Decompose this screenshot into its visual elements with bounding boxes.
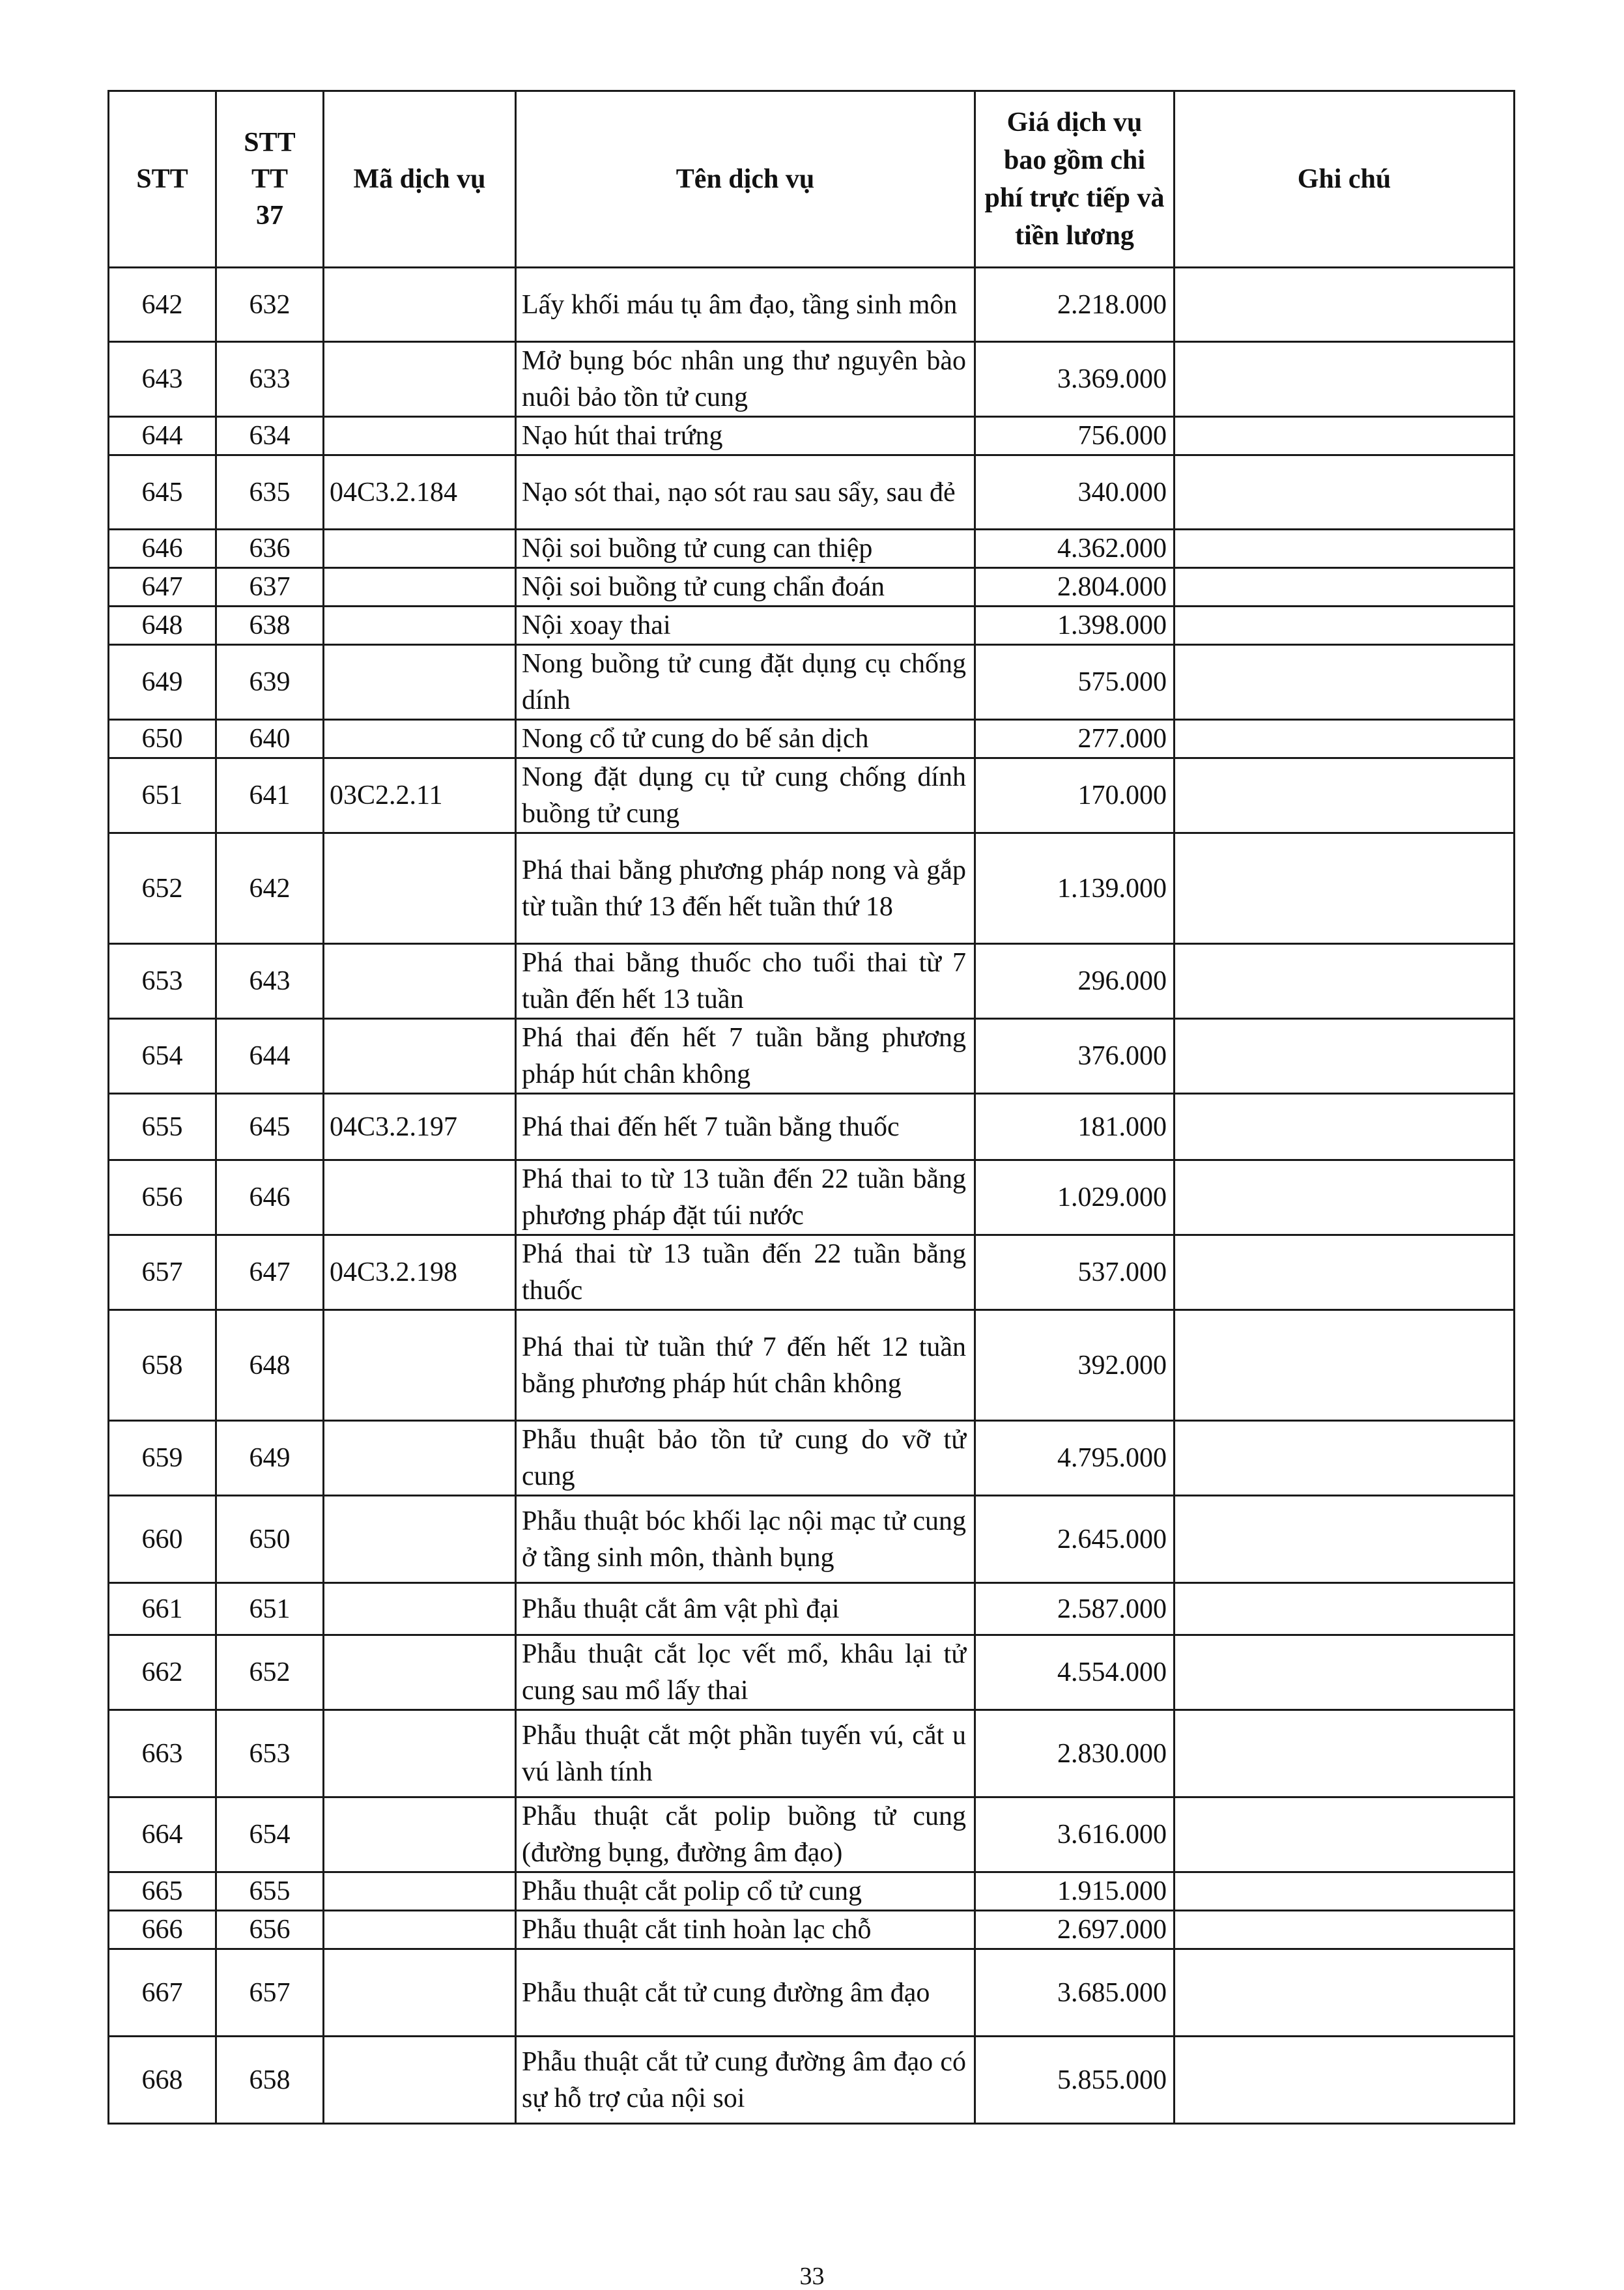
table-row [109,1019,1515,1094]
header-service-name: Tên dịch vụ [516,91,975,268]
row-service-name: Phá thai đến hết 7 tuần bằng thuốc [516,1094,975,1160]
row-service-price: 2.218.000 [975,268,1175,342]
row-stt-tt37: 644 [216,1019,324,1094]
header-service-code: Mã dịch vụ [324,91,516,268]
row-service-price: 1.398.000 [975,607,1175,645]
row-stt: 656 [109,1160,216,1235]
table-body [109,268,1515,2124]
row-notes [1175,645,1515,720]
row-service-code [324,1019,516,1094]
row-service-price: 575.000 [975,645,1175,720]
row-service-code [324,2037,516,2124]
row-stt-tt37: 654 [216,1797,324,1872]
row-stt: 649 [109,645,216,720]
row-service-price: 2.804.000 [975,568,1175,607]
row-service-name: Phẫu thuật cắt tử cung đường âm đạo có sự hỗ trợ của nội soi [516,2037,975,2124]
row-stt-tt37: 632 [216,268,324,342]
row-stt: 658 [109,1310,216,1421]
row-service-code [324,268,516,342]
table-row [109,720,1515,758]
row-stt-tt37: 648 [216,1310,324,1421]
row-notes [1175,1094,1515,1160]
row-stt-tt37: 641 [216,758,324,833]
row-stt: 644 [109,417,216,455]
row-service-name: Nong buồng tử cung đặt dụng cụ chống dính [516,645,975,720]
row-service-code [324,1310,516,1421]
table-row [109,342,1515,417]
row-service-price: 2.697.000 [975,1911,1175,1949]
row-notes [1175,2037,1515,2124]
row-service-price: 4.795.000 [975,1421,1175,1496]
row-service-price: 756.000 [975,417,1175,455]
table-row [109,1911,1515,1949]
row-service-price: 1.029.000 [975,1160,1175,1235]
row-service-name: Phá thai từ 13 tuần đến 22 tuần bằng thuốc [516,1235,975,1310]
row-service-price: 4.554.000 [975,1635,1175,1710]
row-service-name: Phẫu thuật cắt âm vật phì đại [516,1583,975,1635]
row-notes [1175,1583,1515,1635]
row-service-price: 3.369.000 [975,342,1175,417]
row-service-price: 1.915.000 [975,1872,1175,1911]
table-row [109,268,1515,342]
row-stt-tt37: 652 [216,1635,324,1710]
row-service-code [324,1160,516,1235]
row-stt-tt37: 653 [216,1710,324,1797]
row-service-name: Phẫu thuật cắt tử cung đường âm đạo [516,1949,975,2037]
row-service-code [324,417,516,455]
row-service-name: Phá thai đến hết 7 tuần bằng phương pháp hút chân không [516,1019,975,1094]
header-notes: Ghi chú [1175,91,1515,268]
row-service-code [324,1710,516,1797]
row-service-price: 2.645.000 [975,1496,1175,1583]
row-service-price: 181.000 [975,1094,1175,1160]
row-stt: 654 [109,1019,216,1094]
row-notes [1175,1710,1515,1797]
row-service-code [324,833,516,944]
row-service-price: 2.830.000 [975,1710,1175,1797]
row-notes [1175,1496,1515,1583]
table-row [109,417,1515,455]
row-stt: 662 [109,1635,216,1710]
row-service-code: 04C3.2.184 [324,455,516,530]
row-stt-tt37: 636 [216,530,324,568]
row-stt-tt37: 651 [216,1583,324,1635]
row-service-price: 392.000 [975,1310,1175,1421]
row-stt-tt37: 634 [216,417,324,455]
row-stt: 653 [109,944,216,1019]
row-service-price: 4.362.000 [975,530,1175,568]
row-service-code [324,568,516,607]
row-stt: 651 [109,758,216,833]
row-stt: 646 [109,530,216,568]
row-service-name: Phẫu thuật cắt polip cổ tử cung [516,1872,975,1911]
table-row [109,1160,1515,1235]
row-stt: 664 [109,1797,216,1872]
table-row [109,530,1515,568]
table-row [109,1872,1515,1911]
row-stt: 647 [109,568,216,607]
row-service-code [324,530,516,568]
row-service-name: Phá thai to từ 13 tuần đến 22 tuần bằng phương pháp đặt túi nước [516,1160,975,1235]
table-row [109,568,1515,607]
row-stt-tt37: 638 [216,607,324,645]
row-notes [1175,1949,1515,2037]
row-service-name: Nội soi buồng tử cung chẩn đoán [516,568,975,607]
row-notes [1175,607,1515,645]
table-row [109,645,1515,720]
row-stt-tt37: 642 [216,833,324,944]
row-stt: 660 [109,1496,216,1583]
row-service-price: 277.000 [975,720,1175,758]
row-service-name: Phẫu thuật cắt polip buồng tử cung (đường bụng, đường âm đạo) [516,1797,975,1872]
row-stt: 650 [109,720,216,758]
row-stt: 667 [109,1949,216,2037]
row-service-name: Nạo sót thai, nạo sót rau sau sẩy, sau đẻ [516,455,975,530]
row-stt-tt37: 656 [216,1911,324,1949]
row-notes [1175,1019,1515,1094]
row-notes [1175,1310,1515,1421]
row-service-name: Phẫu thuật bảo tồn tử cung do vỡ tử cung [516,1421,975,1496]
row-stt: 657 [109,1235,216,1310]
row-stt-tt37: 657 [216,1949,324,2037]
row-stt-tt37: 645 [216,1094,324,1160]
row-service-name: Mở bụng bóc nhân ung thư nguyên bào nuôi bảo tồn tử cung [516,342,975,417]
row-notes [1175,720,1515,758]
row-stt-tt37: 643 [216,944,324,1019]
row-service-price: 3.616.000 [975,1797,1175,1872]
row-stt-tt37: 635 [216,455,324,530]
row-notes [1175,1797,1515,1872]
table-row [109,1797,1515,1872]
row-service-price: 5.855.000 [975,2037,1175,2124]
row-stt-tt37: 655 [216,1872,324,1911]
row-service-code [324,645,516,720]
row-service-price: 170.000 [975,758,1175,833]
row-notes [1175,833,1515,944]
row-service-price: 2.587.000 [975,1583,1175,1635]
row-notes [1175,1421,1515,1496]
row-service-code [324,1421,516,1496]
row-service-price: 3.685.000 [975,1949,1175,2037]
table-row [109,944,1515,1019]
row-service-code [324,1949,516,2037]
row-service-code [324,607,516,645]
table-row [109,607,1515,645]
row-service-code [324,1872,516,1911]
row-stt-tt37: 647 [216,1235,324,1310]
row-notes [1175,1635,1515,1710]
row-service-name: Nong cổ tử cung do bế sản dịch [516,720,975,758]
row-service-code: 04C3.2.198 [324,1235,516,1310]
table-row [109,1094,1515,1160]
row-notes [1175,1911,1515,1949]
row-service-code [324,1911,516,1949]
row-stt-tt37: 658 [216,2037,324,2124]
row-stt: 643 [109,342,216,417]
row-stt: 663 [109,1710,216,1797]
row-service-price: 340.000 [975,455,1175,530]
row-stt: 645 [109,455,216,530]
row-stt: 659 [109,1421,216,1496]
row-stt: 648 [109,607,216,645]
row-service-name: Nội soi buồng tử cung can thiệp [516,530,975,568]
row-stt: 661 [109,1583,216,1635]
row-service-code [324,944,516,1019]
row-service-code [324,1635,516,1710]
table-row [109,455,1515,530]
row-service-code: 03C2.2.11 [324,758,516,833]
row-service-name: Phá thai bằng thuốc cho tuổi thai từ 7 tuần đến hết 13 tuần [516,944,975,1019]
row-notes [1175,1160,1515,1235]
row-service-name: Phẫu thuật cắt lọc vết mổ, khâu lại tử cung sau mổ lấy thai [516,1635,975,1710]
header-stt: STT [109,91,216,268]
row-service-price: 1.139.000 [975,833,1175,944]
table-header-row [109,91,1515,268]
row-stt: 642 [109,268,216,342]
row-service-name: Lấy khối máu tụ âm đạo, tầng sinh môn [516,268,975,342]
row-service-name: Phá thai bằng phương pháp nong và gắp từ tuần thứ 13 đến hết tuần thứ 18 [516,833,975,944]
table-row [109,1949,1515,2037]
service-price-table [107,90,1515,2125]
row-notes [1175,530,1515,568]
row-notes [1175,944,1515,1019]
table-row [109,1583,1515,1635]
row-service-price: 376.000 [975,1019,1175,1094]
row-stt: 668 [109,2037,216,2124]
row-stt-tt37: 649 [216,1421,324,1496]
row-service-name: Phẫu thuật cắt tinh hoàn lạc chỗ [516,1911,975,1949]
row-service-name: Phá thai từ tuần thứ 7 đến hết 12 tuần bằng phương pháp hút chân không [516,1310,975,1421]
row-notes [1175,758,1515,833]
row-service-code: 04C3.2.197 [324,1094,516,1160]
row-notes [1175,342,1515,417]
row-stt-tt37: 646 [216,1160,324,1235]
row-service-code [324,720,516,758]
table-row [109,2037,1515,2124]
row-service-price: 537.000 [975,1235,1175,1310]
row-stt-tt37: 639 [216,645,324,720]
row-service-name: Phẫu thuật bóc khối lạc nội mạc tử cung ở tầng sinh môn, thành bụng [516,1496,975,1583]
table-row [109,833,1515,944]
row-service-name: Nội xoay thai [516,607,975,645]
row-notes [1175,1235,1515,1310]
row-stt-tt37: 637 [216,568,324,607]
row-service-name: Nong đặt dụng cụ tử cung chống dính buồng tử cung [516,758,975,833]
table-row [109,758,1515,833]
row-notes [1175,268,1515,342]
row-service-code [324,1583,516,1635]
header-stt-tt37: STT TT 37 [216,91,324,268]
row-stt-tt37: 640 [216,720,324,758]
row-stt: 652 [109,833,216,944]
page-number: 33 [799,2263,825,2290]
table-row [109,1235,1515,1310]
table-row [109,1635,1515,1710]
row-stt-tt37: 650 [216,1496,324,1583]
price-table-container [107,90,1513,2125]
row-stt-tt37: 633 [216,342,324,417]
row-stt: 665 [109,1872,216,1911]
table-row [109,1421,1515,1496]
row-service-code [324,1797,516,1872]
row-service-price: 296.000 [975,944,1175,1019]
row-notes [1175,455,1515,530]
row-service-name: Phẫu thuật cắt một phần tuyến vú, cắt u vú lành tính [516,1710,975,1797]
row-notes [1175,568,1515,607]
table-row [109,1710,1515,1797]
row-stt: 655 [109,1094,216,1160]
header-service-price: Giá dịch vụ bao gồm chi phí trực tiếp và tiền lương [975,91,1175,268]
table-row [109,1310,1515,1421]
row-notes [1175,1872,1515,1911]
row-service-name: Nạo hút thai trứng [516,417,975,455]
table-row [109,1496,1515,1583]
row-service-code [324,1496,516,1583]
row-stt: 666 [109,1911,216,1949]
row-service-code [324,342,516,417]
row-notes [1175,417,1515,455]
